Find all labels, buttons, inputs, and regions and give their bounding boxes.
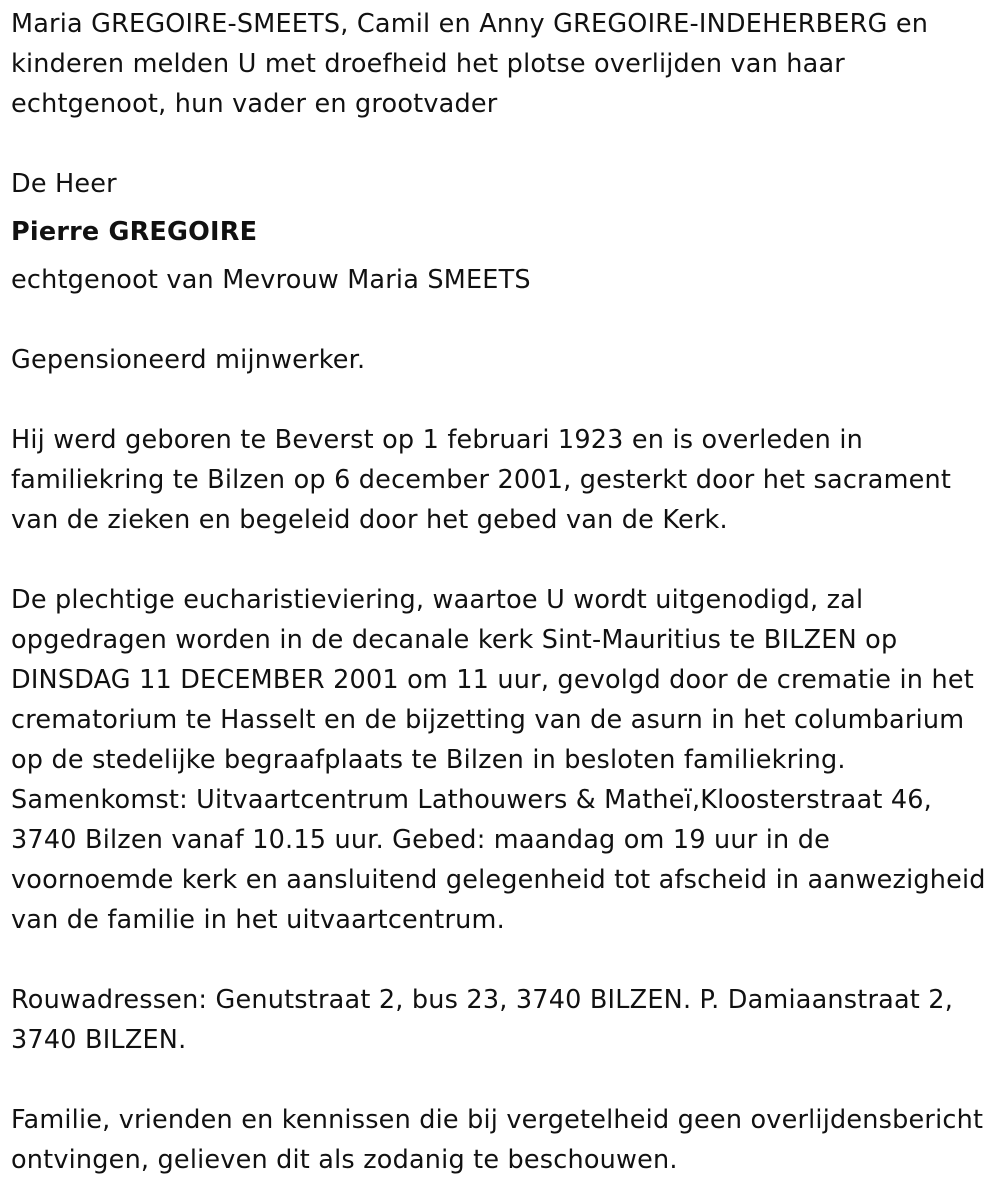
spouse-line: echtgenoot van Mevrouw Maria SMEETS — [11, 265, 531, 295]
closing-paragraph: Familie, vrienden en kennissen die bij vergetelheid geen overlijdensbericht ontvingen, gelieven dit als zodanig te beschouwen. — [11, 1105, 984, 1175]
ceremony-paragraph: De plechtige eucharistieviering, waartoe U wordt uitgenodigd, zal opgedragen worden in de decanale kerk Sint-Mauritius te BILZEN op DINSDAG 11 DECEMBER 2001 om 11 uur, gevolgd door de crematie in het crematorium te Hasselt en de bijzetting van de asurn in het columbarium op de stedelijke begraafplaats te Bilzen in besloten familiekring. Samenkomst: Uitvaartcentrum Lathouwers & Matheï,Kloosterstraat 46, 3740 Bilzen vanaf 10.15 uur. Gebed: maandag om 19 uur in de voornoemde kerk en aansluitend gelegenheid tot afscheid in aanwezigheid van de familie in het uitvaartcentrum. — [11, 585, 986, 935]
birth-death-paragraph: Hij werd geboren te Beverst op 1 februari 1923 en is overleden in familiekring te Bilzen op 6 december 2001, gesterkt door het sacrament van de zieken en begeleid door het gebed van de Kerk. — [11, 425, 952, 535]
addresses-paragraph: Rouwadressen: Genutstraat 2, bus 23, 3740 BILZEN. P. Damiaanstraat 2, 3740 BILZEN. — [11, 985, 954, 1055]
occupation-paragraph: Gepensioneerd mijnwerker. — [11, 345, 366, 375]
intro-paragraph: Maria GREGOIRE-SMEETS, Camil en Anny GREGOIRE-INDEHERBERG en kinderen melden U met droefheid het plotse overlijden van haar echtgenoot, hun vader en grootvader — [11, 9, 929, 119]
salutation: De Heer — [11, 169, 117, 199]
deceased-name: Pierre GREGOIRE — [11, 217, 258, 247]
